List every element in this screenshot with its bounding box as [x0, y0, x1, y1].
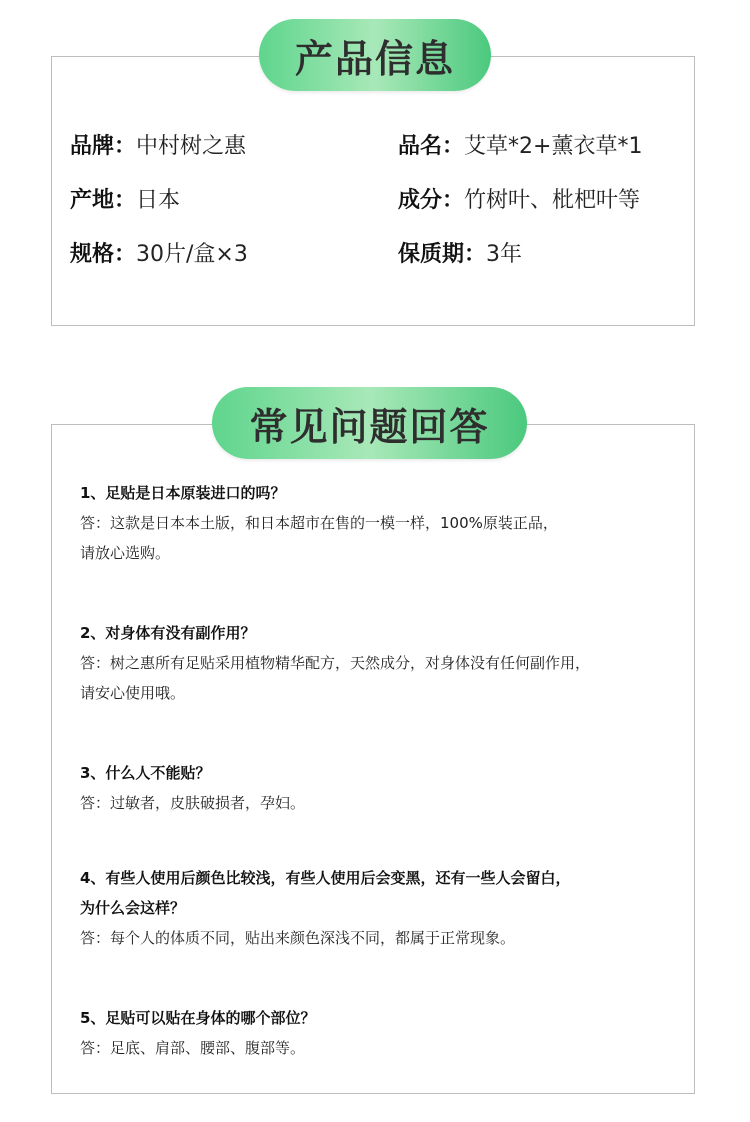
field-spec	[70, 240, 248, 270]
faq-question: 2、对身体有没有副作用？	[80, 624, 256, 642]
faq-question: 5、足贴可以贴在身体的哪个部位？	[80, 1009, 316, 1027]
field-origin	[70, 186, 180, 216]
field-value: 竹树叶、枇杷叶等	[464, 188, 641, 213]
faq-question-cont: 为什么会这样？	[80, 899, 186, 917]
field-label: 产地：	[70, 188, 137, 213]
field-ingredients	[398, 186, 640, 216]
faq-item-2	[80, 618, 680, 708]
faq-answer-cont: 请放心选购。	[80, 544, 171, 562]
faq-box	[51, 424, 695, 1094]
faq-item-3	[80, 758, 680, 818]
faq-answer: 答：过敏者，皮肤破损者，孕妇。	[80, 794, 306, 812]
faq-question: 4、有些人使用后颜色比较浅，有些人使用后会变黑，还有一些人会留白，	[80, 869, 571, 887]
field-product-name	[398, 132, 642, 162]
faq-answer: 答：树之惠所有足贴采用植物精华配方，天然成分，对身体没有任何副作用，	[80, 654, 591, 672]
faq-title: 常见问题回答	[212, 387, 527, 459]
field-label: 保质期：	[398, 242, 487, 267]
faq-answer-cont: 请安心使用哦。	[80, 684, 186, 702]
field-label: 规格：	[70, 242, 137, 267]
faq-answer: 答：每个人的体质不同，贴出来颜色深浅不同，都属于正常现象。	[80, 929, 516, 947]
field-label: 品牌：	[70, 134, 137, 159]
faq-item-5	[80, 1003, 680, 1063]
field-brand	[70, 132, 246, 162]
faq-item-4	[80, 863, 680, 953]
field-value: 日本	[136, 188, 181, 213]
faq-question: 3、什么人不能贴？	[80, 764, 211, 782]
field-value: 3年	[486, 242, 523, 267]
field-value: 中村树之惠	[136, 134, 247, 159]
faq-item-1	[80, 478, 680, 568]
product-info-title: 产品信息	[259, 19, 491, 91]
field-label: 成分：	[398, 188, 465, 213]
faq-answer: 答：足底、肩部、腰部、腹部等。	[80, 1039, 306, 1057]
field-shelf-life	[398, 240, 522, 270]
field-label: 品名：	[398, 134, 465, 159]
faq-question: 1、足贴是日本原装进口的吗？	[80, 484, 286, 502]
field-value: 30片/盒×3	[136, 242, 248, 267]
field-value: 艾草*2+薰衣草*1	[464, 134, 643, 159]
faq-answer: 答：这款是日本本土版，和日本超市在售的一模一样，100%原装正品，	[80, 514, 558, 532]
